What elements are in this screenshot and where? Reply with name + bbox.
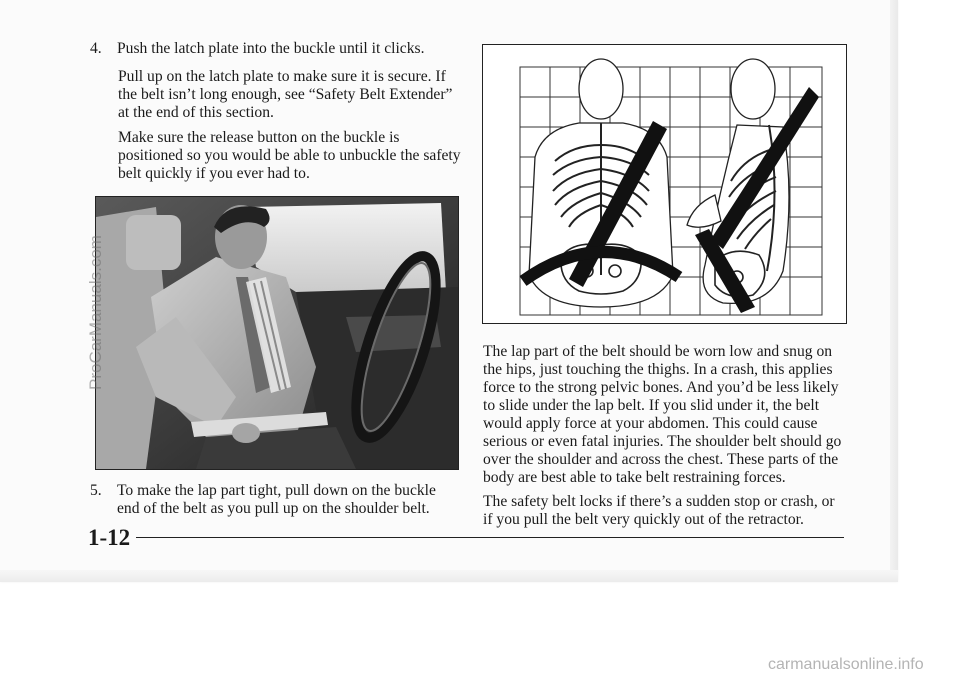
page-number: 1-12 <box>88 525 131 550</box>
step-4-text: Push the latch plate into the buckle until it clicks. <box>117 40 425 57</box>
footer-rule <box>136 537 844 538</box>
skeleton-belt-diagram <box>482 44 847 324</box>
step-5-number: 5. <box>90 482 102 499</box>
pull-up-paragraph: Pull up on the latch plate to make sure it is secure. If the belt isn’t long enough, see “Safety Belt Extender” at the end of this section. <box>118 68 453 121</box>
belt-lock-paragraph: The safety belt locks if there’s a sudden stop or crash, or if you pull the belt very quickly out of the retractor. <box>483 493 835 528</box>
release-button-paragraph: Make sure the release button on the buckle is positioned so you would be able to unbuckle the safety belt quickly if you ever had to. <box>118 129 461 182</box>
site-footer-text: carmanualsonline.info <box>768 656 924 673</box>
skeleton-illustration <box>483 45 846 323</box>
step-4-number: 4. <box>90 40 102 57</box>
driver-buckling-photo <box>95 196 459 470</box>
page-edge-bottom <box>0 570 898 582</box>
watermark-text: ProCarManuals.com <box>86 235 105 390</box>
page-edge-right <box>890 0 898 582</box>
driver-buckling-illustration <box>96 197 458 469</box>
lap-belt-paragraph: The lap part of the belt should be worn low and snug on the hips, just touching the thighs. In a crash, this applies force to the strong pelvic bones. And you’d be less likely to slide under the lap belt. If you slid under it, the belt would apply force at your abdomen. This could cause serious or even fatal injuries. The shoulder belt should go over the shoulder and across the chest. These parts of the body are best able to take belt restraining forces. <box>483 343 842 486</box>
step-5-text: To make the lap part tight, pull down on the buckle end of the belt as you pull up on the shoulder belt. <box>117 482 436 517</box>
